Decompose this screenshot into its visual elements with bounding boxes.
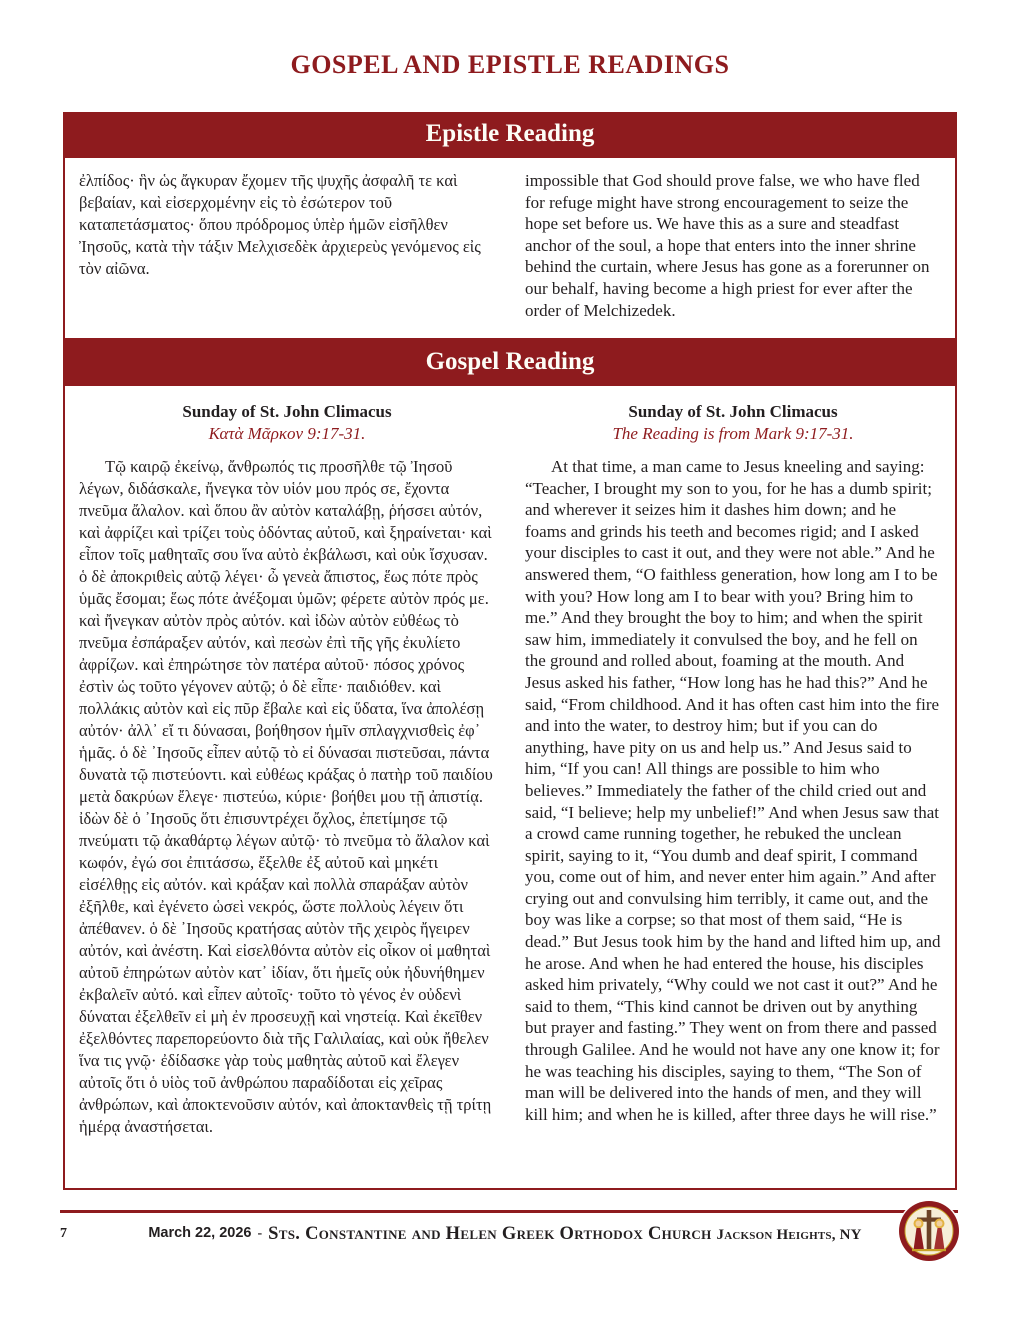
gospel-english-column — [525, 398, 941, 1188]
page-number: 7 — [60, 1226, 67, 1241]
gospel-english-heading: Sunday of St. John Climacus — [628, 402, 838, 421]
footer-church-name: Sts. Constantine and Helen Greek Orthodox Church — [268, 1224, 712, 1244]
epistle-greek-text: ἐλπίδος· ἣν ὡς ἄγκυραν ἔχομεν τῆς ψυχῆς ἀσφαλῆ τε καὶ βεβαίαν, καὶ εἰσερχομένην εἰς τὸ ἐσώτερον τοῦ καταπετάσματος· ὅπου πρόδρομος ὑπὲρ ἡμῶν εἰσῆλθεν Ἰησοῦς, κατὰ τὴν τάξιν Μελχισεδὲκ ἀρχιερεὺς γενόμενος εἰς τὸν αἰῶνα. — [79, 171, 481, 278]
epistle-greek-column — [79, 170, 495, 338]
gospel-greek-subheading: Κατὰ Μᾶρκον 9:17-31. — [208, 424, 366, 443]
epistle-banner-label: Epistle Reading — [425, 120, 595, 147]
epistle-reading-box — [63, 156, 957, 340]
gospel-english-text: At that time, a man came to Jesus kneeling and saying: “Teacher, I brought my son to you, for he has a dumb spirit; and wherever it seizes him it dashes him down; and he foams and grinds his teeth and becomes rigid; and I asked your disciples to cast it out, and they were not able.” And he answered them, “O faithless generation, how long am I to be with you? How long am I to bear with you? Bring him to me.” And they brought the boy to him; and when the spirit saw him, immediately it convulsed the boy, and he fell on the ground and rolled about, foaming at the mouth. And Jesus asked his father, “How long has he had this?” And he said, “From childhood. And it has often cast him into the fire and into the water, to destroy him; but if you can do anything, have pity on us and help us.” And Jesus said to him, “If you can! All things are possible to him who believes.” Immediately the father of the child cried out and said, “I believe; help my unbelief!” And when Jesus saw that a crowd came running together, he rebuked the unclean spirit, saying to it, “You dumb and deaf spirit, I command you, come out of him, and never enter him again.” And after crying out and convulsing him terribly, it came out, and the boy was like a corpse; so that most of them said, “He is dead.” But Jesus took him by the hand and lifted him up, and he arose. And when he had entered the house, his disciples asked him privately, “Why could we not cast it out?” And he said to them, “This kind cannot be driven out by anything but prayer and fasting.” They went on from there and passed through Galilee. And he would not have any one know it; for he was teaching his disciples, saying to them, “The Son of man will be delivered into the hands of men, and they will kill him; and when he is killed, after three days he will rise.” — [525, 457, 941, 1124]
footer-date: March 22, 2026 — [148, 1225, 252, 1241]
footer-location: Jackson Heights, NY — [716, 1227, 862, 1243]
gospel-english-subheading: The Reading is from Mark 9:17-31. — [612, 424, 854, 443]
epistle-banner — [63, 112, 957, 156]
epistle-english-column — [525, 170, 941, 338]
gospel-reading-box — [63, 384, 957, 1190]
gospel-greek-column — [79, 398, 495, 1188]
gospel-greek-heading: Sunday of St. John Climacus — [182, 402, 392, 421]
page-title: GOSPEL AND EPISTLE READINGS — [290, 50, 730, 79]
epistle-english-text: impossible that God should prove false, we who have fled for refuge might have strong encouragement to seize the hope set before us. We have this as a sure and steadfast anchor of the soul, a hope that enters into the inner shrine behind the curtain, where Jesus has gone as a forerunner on our behalf, having become a high priest for ever after the order of Melchizedek. — [525, 171, 930, 320]
footer-rule — [60, 1210, 958, 1213]
gospel-greek-text: Τῷ καιρῷ ἐκείνῳ, ἄνθρωπός τις προσῆλθε τῷ Ἰησοῦ λέγων, διδάσκαλε, ἤνεγκα τὸν υἱόν μου πρός σε, ἔχοντα πνεῦμα ἄλαλον. καὶ ὅπου ἂν αὐτὸν καταλάβῃ, ῥήσσει αὐτόν, καὶ ἀφρίζει καὶ τρίζει τοὺς ὀδόντας αὐτοῦ, καὶ ξηραίνεται· καὶ εἶπον τοῖς μαθηταῖς σου ἵνα αὐτὸ ἐκβάλωσι, καὶ οὐκ ἴσχυσαν. ὁ δὲ ἀποκριθεὶς αὐτῷ λέγει· ὦ γενεὰ ἄπιστος, ἕως πότε πρὸς ὑμᾶς ἔσομαι; ἕως πότε ἀνέξομαι ὑμῶν; φέρετε αὐτὸν πρός με. καὶ ἤνεγκαν αὐτὸν πρὸς αὐτόν. καὶ ἰδὼν αὐτὸν εὐθέως τὸ πνεῦμα ἐσπάραξεν αὐτόν, καὶ πεσὼν ἐπὶ τῆς γῆς ἐκυλίετο ἀφρίζων. καὶ ἐπηρώτησε τὸν πατέρα αὐτοῦ· πόσος χρόνος ἐστὶν ὡς τοῦτο γέγονεν αὐτῷ; ὁ δὲ εἶπε· παιδιόθεν. καὶ πολλάκις αὐτὸν καὶ εἰς πῦρ ἔβαλε καὶ εἰς ὕδατα, ἵνα ἀπολέσῃ αὐτόν· ἀλλ᾽ εἴ τι δύνασαι, βοήθησον ἡμῖν σπλαγχνισθεὶς ἐφ᾽ ἡμᾶς. ὁ δὲ ᾽Ιησοῦς εἶπεν αὐτῷ τὸ εἰ δύνασαι πιστεῦσαι, πάντα δυνατὰ τῷ πιστεύοντι. καὶ εὐθέως κράξας ὁ πατὴρ τοῦ παιδίου μετὰ δακρύων ἔλεγε· πιστεύω, κύριε· βοήθει μου τῇ ἀπιστίᾳ. ἰδὼν δὲ ὁ ᾽Ιησοῦς ὅτι ἐπισυντρέχει ὄχλος, ἐπετίμησε τῷ πνεύματι τῷ ἀκαθάρτῳ λέγων αὐτῷ· τὸ πνεῦμα τὸ ἄλαλον καὶ κωφόν, ἐγώ σοι ἐπιτάσσω, ἔξελθε ἐξ αὐτοῦ καὶ μηκέτι εἰσέλθῃς εἰς αὐτόν. καὶ κράξαν καὶ πολλὰ σπαράξαν αὐτὸν ἐξῆλθε, καὶ ἐγένετο ὡσεὶ νεκρός, ὥστε πολλοὺς λέγειν ὅτι ἀπέθανεν. ὁ δὲ ᾽Ιησοῦς κρατήσας αὐτὸν τῆς χειρὸς ἤγειρεν αὐτόν, καὶ ἀνέστη. Καὶ εἰσελθόντα αὐτὸν εἰς οἶκον οἱ μαθηταὶ αὐτοῦ ἐπηρώτων αὐτὸν κατ᾽ ἰδίαν, ὅτι ἡμεῖς οὐκ ἠδυνήθημεν ἐκβαλεῖν αὐτό. καὶ εἶπεν αὐτοῖς· τοῦτο τὸ γένος ἐν οὐδενὶ δύναται ἐξελθεῖν εἰ μὴ ἐν προσευχῇ καὶ νηστείᾳ. Καὶ ἐκεῖθεν ἐξελθόντες παρεπορεύοντο διὰ τῆς Γαλιλαίας, καὶ οὐκ ἤθελεν ἵνα τις γνῷ· ἐδίδασκε γὰρ τοὺς μαθητὰς αὐτοῦ καὶ ἔλεγεν αὐτοῖς ὅτι ὁ υἱὸς τοῦ ἀνθρώπου παραδίδοται εἰς χεῖρας ἀνθρώπων, καὶ ἀποκτενοῦσιν αὐτόν, καὶ ἀποκτανθεὶς τῇ τρίτῃ ἡμέρᾳ ἀναστήσεται. — [79, 457, 493, 1136]
footer-separator: - — [257, 1226, 263, 1241]
footer-text — [120, 1224, 890, 1245]
gospel-banner-label: Gospel Reading — [425, 348, 595, 375]
church-seal-logo-icon — [897, 1199, 961, 1263]
gospel-banner — [63, 340, 957, 384]
